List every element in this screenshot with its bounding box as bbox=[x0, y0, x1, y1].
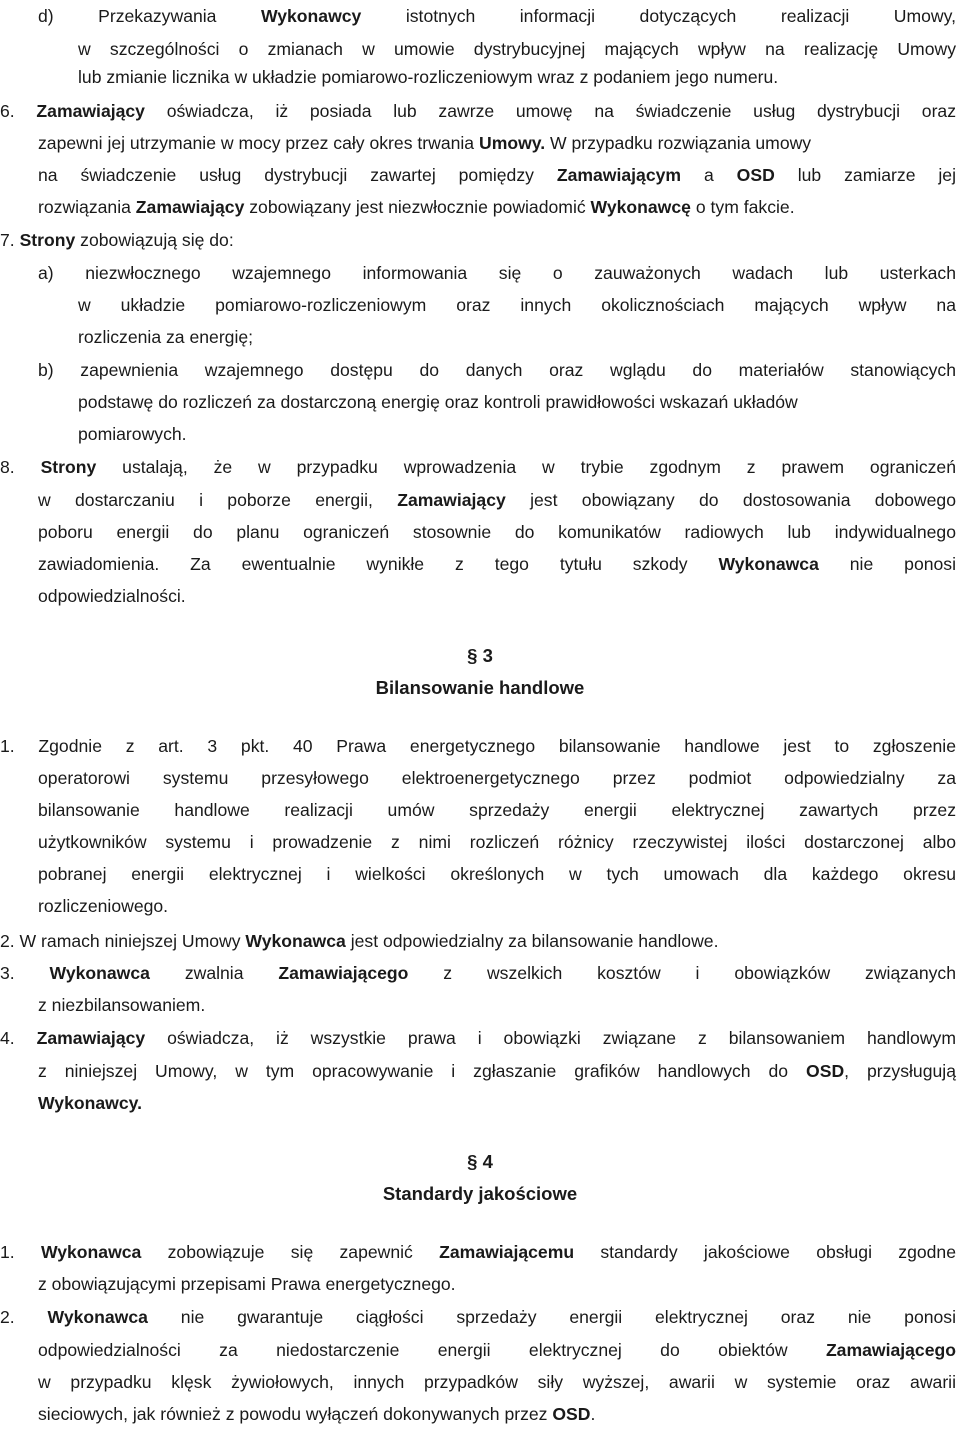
bold-term: Wykonawca bbox=[718, 554, 819, 574]
text-run: b) zapewnienia wzajemnego dostępu do danych oraz wglądu do materiałów stanowiących bbox=[38, 360, 956, 380]
text-line bbox=[38, 1334, 956, 1366]
text-run: odpowiedzialności za niedostarczenie energii elektrycznej do obiektów bbox=[38, 1340, 826, 1360]
text-run: 4. bbox=[0, 1028, 37, 1048]
text-run: 3. bbox=[0, 963, 50, 983]
bold-term: Zamawiającego bbox=[825, 1340, 956, 1360]
section-heading bbox=[0, 1178, 960, 1210]
text-run: zawiadomienia. Za ewentualnie wynikłe z tego tytułu szkody bbox=[38, 554, 719, 574]
bold-term: Zamawiający bbox=[36, 1028, 146, 1048]
text-run: pomiarowych. bbox=[78, 424, 187, 444]
text-line bbox=[38, 989, 956, 1021]
text-line bbox=[38, 191, 956, 223]
text-run: z niniejszej Umowy, w tym opracowywanie i zgłaszanie grafików handlowych do bbox=[38, 1061, 807, 1081]
text-run: zwalnia bbox=[149, 963, 279, 983]
text-line bbox=[38, 159, 956, 191]
text-line bbox=[38, 354, 956, 386]
text-line bbox=[38, 516, 956, 548]
text-run: 2. bbox=[0, 1307, 48, 1327]
text-line bbox=[38, 1268, 956, 1300]
text-line bbox=[38, 580, 956, 612]
text-line bbox=[38, 257, 956, 289]
text-run: z niezbilansowaniem. bbox=[38, 995, 206, 1015]
text-run: standardy jakościowe obsługi zgodne bbox=[574, 1242, 956, 1262]
text-line bbox=[78, 289, 956, 321]
text-run: nie gwarantuje ciągłości sprzedaży energii elektrycznej oraz nie ponosi bbox=[147, 1307, 956, 1327]
text-run: a) niezwłocznego wzajemnego informowania się o zauważonych wadach lub usterkach bbox=[38, 263, 956, 283]
text-run: sieciowych, jak również z powodu wyłączeń dokonywanych przez bbox=[38, 1404, 553, 1424]
text-line bbox=[78, 386, 956, 418]
section-heading bbox=[0, 640, 960, 672]
text-run: w dostarczaniu i poborze energii, bbox=[38, 490, 398, 510]
text-run: na świadczenie usług dystrybucji zawartej pomiędzy bbox=[38, 165, 557, 185]
text-run: z obowiązującymi przepisami Prawa energetycznego. bbox=[38, 1274, 456, 1294]
bold-term: Wykonawca bbox=[245, 931, 346, 951]
text-run: podstawę do rozliczeń za dostarczoną energię oraz kontroli prawidłowości wskazań układów bbox=[78, 392, 798, 412]
bold-term: Zamawiającego bbox=[278, 963, 409, 983]
text-run: . bbox=[590, 1404, 596, 1424]
text-line bbox=[0, 95, 956, 127]
bold-term: Zamawiającym bbox=[556, 165, 682, 185]
bold-term: Wykonawca bbox=[49, 963, 150, 983]
text-run: zobowiązuje się zapewnić bbox=[141, 1242, 440, 1262]
bold-term: Zamawiający bbox=[135, 197, 245, 217]
text-line bbox=[0, 224, 956, 256]
text-run: zobowiązują się do: bbox=[75, 230, 234, 250]
text-run: zobowiązany jest niezwłocznie powiadomić bbox=[244, 197, 591, 217]
text-run: 7. bbox=[0, 230, 20, 250]
bold-term: OSD bbox=[552, 1404, 591, 1424]
text-line bbox=[0, 451, 956, 483]
text-run: oświadcza, iż posiada lub zawrze umowę na świadczenie usług dystrybucji oraz bbox=[144, 101, 957, 121]
bold-term: Wykonawcy bbox=[260, 6, 362, 26]
section-heading bbox=[0, 1146, 960, 1178]
text-line bbox=[38, 858, 956, 890]
text-run: 1. bbox=[0, 1242, 41, 1262]
text-line bbox=[38, 826, 956, 858]
bold-term: OSD bbox=[736, 165, 775, 185]
text-run: poboru energii do planu ograniczeń stosownie do komunikatów radiowych lub indywidualnego bbox=[38, 522, 956, 542]
text-line bbox=[38, 127, 956, 159]
section-heading bbox=[0, 672, 960, 704]
text-run: , przysługują bbox=[844, 1061, 956, 1081]
text-run: W przypadku rozwiązania umowy bbox=[545, 133, 812, 153]
text-line bbox=[0, 1022, 956, 1054]
text-run: operatorowi systemu przesyłowego elektroenergetycznego przez podmiot odpowiedzialny za bbox=[38, 768, 956, 788]
text-run: rozwiązania bbox=[38, 197, 136, 217]
bold-term: OSD bbox=[806, 1061, 845, 1081]
bold-term: Umowy. bbox=[478, 133, 546, 153]
bold-term: Strony bbox=[40, 457, 97, 477]
text-run: oświadcza, iż wszystkie prawa i obowiązki związane z bilansowaniem handlowym bbox=[145, 1028, 957, 1048]
bold-term: Zamawiającemu bbox=[439, 1242, 575, 1262]
text-line bbox=[0, 957, 956, 989]
bold-term: Zamawiający bbox=[397, 490, 506, 510]
text-run: jest obowiązany do dostosowania dobowego bbox=[505, 490, 956, 510]
text-run: 6. bbox=[0, 101, 37, 121]
text-line bbox=[38, 1398, 956, 1430]
text-run: a bbox=[681, 165, 737, 185]
text-line bbox=[0, 1236, 956, 1268]
text-run: odpowiedzialności. bbox=[38, 586, 186, 606]
text-run: lub zamiarze jej bbox=[774, 165, 956, 185]
text-line bbox=[0, 1301, 956, 1333]
text-run: o tym fakcie. bbox=[690, 197, 795, 217]
text-line bbox=[38, 548, 956, 580]
text-line bbox=[0, 925, 956, 957]
text-line bbox=[38, 0, 956, 32]
text-run: 2. W ramach niniejszej Umowy bbox=[0, 931, 246, 951]
text-run: jest odpowiedzialny za bilansowanie handlowe. bbox=[345, 931, 719, 951]
text-run: w układzie pomiarowo-rozliczeniowym oraz innych okolicznościach mających wpływ na bbox=[78, 295, 956, 315]
bold-term: § 3 bbox=[467, 645, 493, 666]
text-run: rozliczenia za energię; bbox=[78, 327, 254, 347]
bold-term: § 4 bbox=[467, 1151, 493, 1172]
text-run: ustalają, że w przypadku wprowadzenia w trybie zgodnym z prawem ograniczeń bbox=[96, 457, 956, 477]
bold-term: Wykonawca bbox=[47, 1307, 148, 1327]
text-line bbox=[0, 730, 956, 762]
text-run: pobranej energii elektrycznej i wielkości określonych w tych umowach dla każdego okresu bbox=[38, 864, 956, 884]
text-line bbox=[38, 484, 956, 516]
bold-term: Strony bbox=[19, 230, 76, 250]
text-line bbox=[38, 794, 956, 826]
text-line bbox=[38, 1366, 956, 1398]
text-line bbox=[38, 890, 956, 922]
text-run: istotnych informacji dotyczących realizacji Umowy, bbox=[361, 6, 956, 26]
text-line bbox=[78, 418, 956, 450]
text-run: w szczególności o zmianach w umowie dystrybucyjnej mających wpływ na realizację Umowy bbox=[78, 39, 956, 59]
text-run: zapewni jej utrzymanie w mocy przez cały okres trwania bbox=[38, 133, 479, 153]
bold-term: Standardy jakościowe bbox=[382, 1183, 578, 1204]
text-run: w przypadku klęsk żywiołowych, innych przypadków siły wyższej, awarii w systemie oraz awarii bbox=[38, 1372, 956, 1392]
text-line bbox=[38, 1087, 956, 1119]
text-run: lub zmianie licznika w układzie pomiarowo-rozliczeniowym wraz z podaniem jego numeru. bbox=[78, 67, 779, 87]
bold-term: Wykonawcę bbox=[590, 197, 691, 217]
text-run: nie ponosi bbox=[818, 554, 957, 574]
text-run: rozliczeniowego. bbox=[38, 896, 169, 916]
bold-term: Zamawiający bbox=[36, 101, 145, 121]
text-line bbox=[38, 1055, 956, 1087]
bold-term: Wykonawca bbox=[40, 1242, 142, 1262]
text-line bbox=[78, 61, 956, 93]
text-run: użytkowników systemu i prowadzenie z nimi rozliczeń różnicy rzeczywistej ilości dostarczonej albo bbox=[38, 832, 956, 852]
bold-term: Wykonawcy. bbox=[38, 1093, 142, 1113]
text-run: 1. Zgodnie z art. 3 pkt. 40 Prawa energetycznego bilansowanie handlowe jest to zgłoszenie bbox=[0, 736, 956, 756]
text-run: d) Przekazywania bbox=[38, 6, 261, 26]
text-line bbox=[78, 321, 956, 353]
text-line bbox=[38, 762, 956, 794]
text-run: 8. bbox=[0, 457, 41, 477]
bold-term: Bilansowanie handlowe bbox=[375, 677, 585, 698]
text-run: bilansowanie handlowe realizacji umów sprzedaży energii elektrycznej zawartych przez bbox=[38, 800, 956, 820]
text-run: z wszelkich kosztów i obowiązków związanych bbox=[408, 963, 956, 983]
